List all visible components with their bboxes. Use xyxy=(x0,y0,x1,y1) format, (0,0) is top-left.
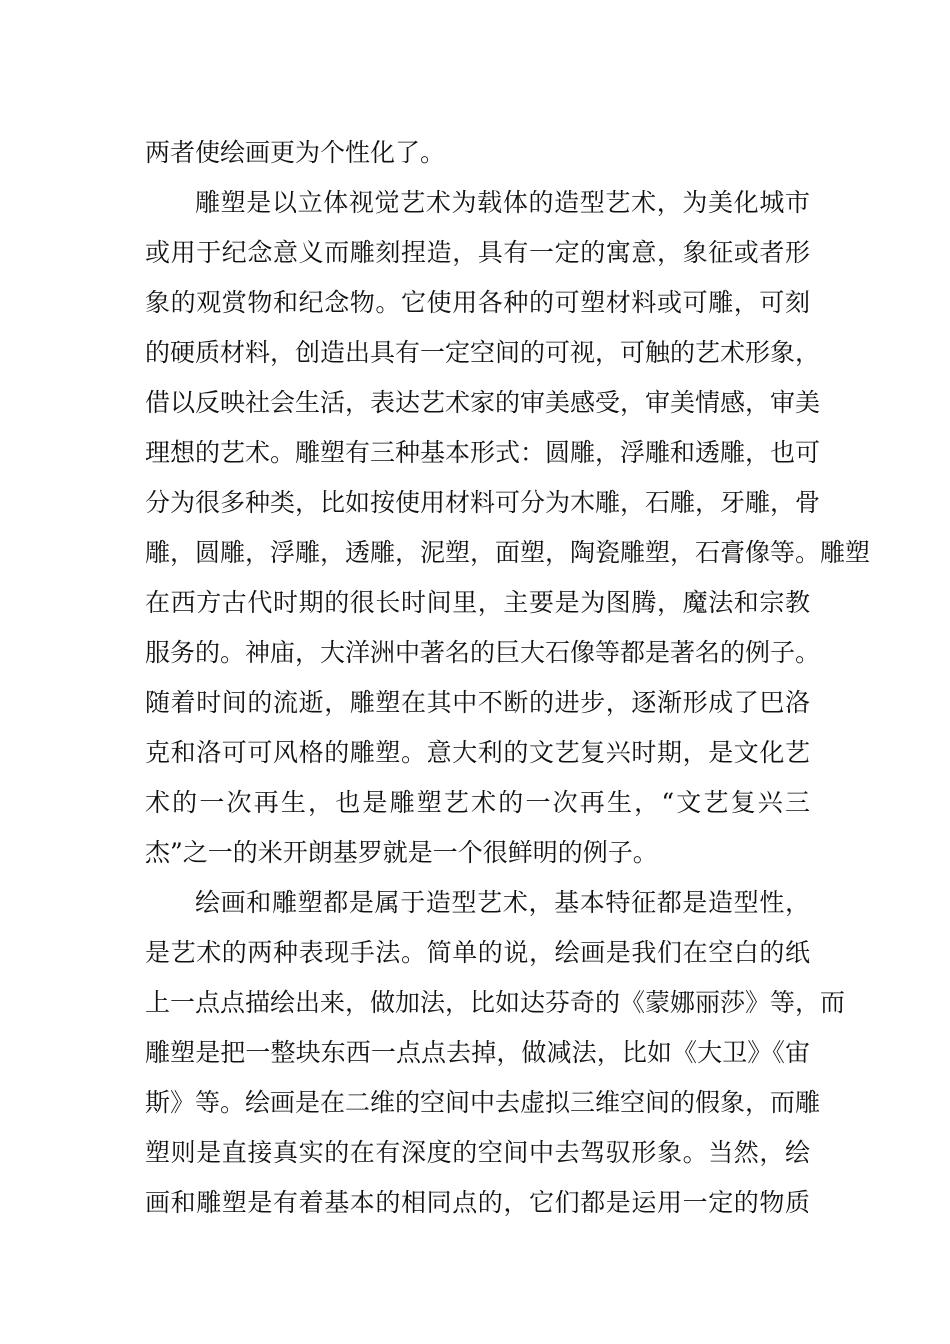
text-line: 随着时间的流逝，雕塑在其中不断的进步，逐渐形成了巴洛 xyxy=(145,688,810,717)
text-line: 雕塑是把一整块东西一点点去掉，做减法，比如《大卫》《宙 xyxy=(145,1038,810,1067)
text-line: 雕，圆雕，浮雕，透雕，泥塑，面塑，陶瓷雕塑，石膏像等。雕塑 xyxy=(145,538,871,567)
text-line: 服务的。神庙，大洋洲中著名的巨大石像等都是著名的例子。 xyxy=(145,638,821,667)
text-line: 或用于纪念意义而雕刻捏造，具有一定的寓意，象征或者形 xyxy=(145,238,810,267)
body-text xyxy=(145,128,871,1228)
text-line: 分为很多种类，比如按使用材料可分为木雕，石雕，牙雕，骨 xyxy=(145,488,821,517)
text-line: 是艺术的两种表现手法。简单的说，绘画是我们在空白的纸 xyxy=(145,938,810,967)
text-line: 塑则是直接真实的在有深度的空间中去驾驭形象。当然，绘 xyxy=(145,1138,810,1167)
text-line: 绘画和雕塑都是属于造型艺术，基本特征都是造型性， xyxy=(195,888,810,917)
text-line: 克和洛可可风格的雕塑。意大利的文艺复兴时期，是文化艺 xyxy=(145,738,810,767)
text-line: 斯》等。绘画是在二维的空间中去虚拟三维空间的假象，而雕 xyxy=(145,1088,821,1117)
text-line: 上一点点描绘出来，做加法，比如达芬奇的《蒙娜丽莎》等，而 xyxy=(145,988,846,1017)
text-line: 理想的艺术。雕塑有三种基本形式：圆雕，浮雕和透雕，也可 xyxy=(145,438,821,467)
text-line: 画和雕塑是有着基本的相同点的，它们都是运用一定的物质 xyxy=(145,1188,810,1217)
text-line: 的硬质材料，创造出具有一定空间的可视，可触的艺术形象， xyxy=(145,338,821,367)
text-line: 象的观赏物和纪念物。它使用各种的可塑材料或可雕，可刻 xyxy=(145,288,810,317)
text-line: 两者使绘画更为个性化了。 xyxy=(145,138,446,167)
text-line: 杰”之一的米开朗基罗就是一个很鲜明的例子。 xyxy=(145,838,658,867)
text-line: 术的一次再生，也是雕塑艺术的一次再生，“文艺复兴三 xyxy=(145,788,810,817)
text-line: 在西方古代时期的很长时间里，主要是为图腾，魔法和宗教 xyxy=(145,588,810,617)
text-line: 借以反映社会生活，表达艺术家的审美感受，审美情感，审美 xyxy=(145,388,821,417)
text-line: 雕塑是以立体视觉艺术为载体的造型艺术，为美化城市 xyxy=(195,188,810,217)
